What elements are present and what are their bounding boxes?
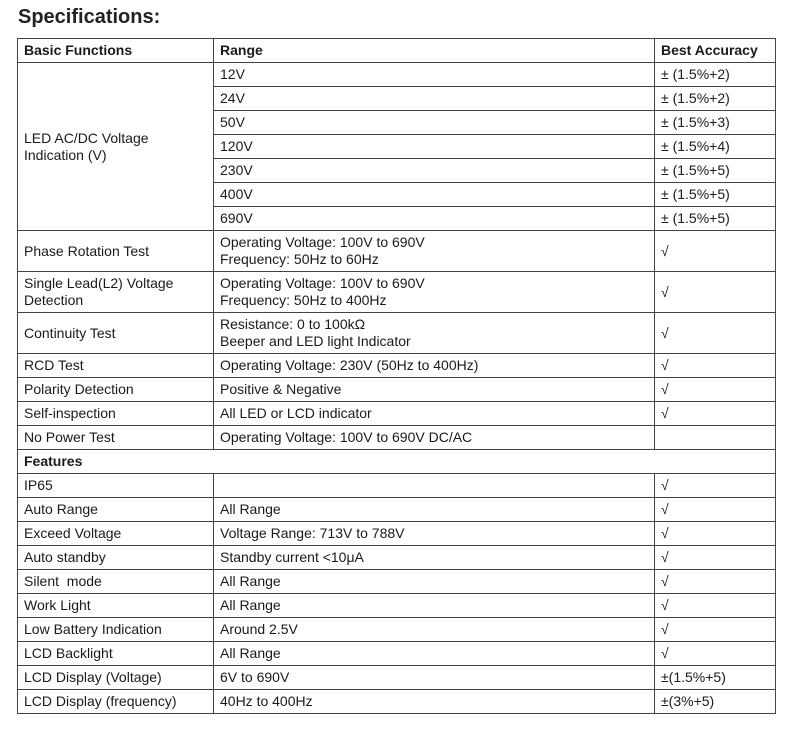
range-cell: 24V	[214, 87, 655, 111]
function-cell: No Power Test	[18, 426, 214, 450]
accuracy-cell: √	[655, 231, 776, 272]
accuracy-cell: √	[655, 313, 776, 354]
feature-name-cell: LCD Backlight	[18, 642, 214, 666]
range-cell: All Range	[214, 642, 655, 666]
accuracy-cell: √	[655, 546, 776, 570]
accuracy-cell: ±(3%+5)	[655, 690, 776, 714]
range-cell: All Range	[214, 570, 655, 594]
function-cell: RCD Test	[18, 354, 214, 378]
features-section-row	[18, 450, 776, 474]
table-row	[18, 426, 776, 450]
header-basic-functions: Basic Functions	[18, 39, 214, 63]
accuracy-cell: √	[655, 498, 776, 522]
function-cell: Polarity Detection	[18, 378, 214, 402]
header-best-accuracy: Best Accuracy	[655, 39, 776, 63]
function-cell	[18, 313, 214, 354]
range-cell: All LED or LCD indicator	[214, 402, 655, 426]
range-line1: Resistance: 0 to 100kΩ	[220, 316, 366, 332]
range-cell: 50V	[214, 111, 655, 135]
function-cell	[18, 231, 214, 272]
accuracy-cell: ± (1.5%+5)	[655, 159, 776, 183]
table-row	[18, 313, 776, 354]
range-cell	[214, 474, 655, 498]
range-cell: 120V	[214, 135, 655, 159]
accuracy-cell: √	[655, 618, 776, 642]
features-heading: Features	[18, 450, 776, 474]
accuracy-cell: √	[655, 272, 776, 313]
range-cell: Operating Voltage: 100V to 690V DC/AC	[214, 426, 655, 450]
table-row	[18, 63, 776, 87]
accuracy-cell: ± (1.5%+5)	[655, 183, 776, 207]
accuracy-cell: ± (1.5%+2)	[655, 63, 776, 87]
table-row	[18, 474, 776, 498]
range-cell: 230V	[214, 159, 655, 183]
table-header-row	[18, 39, 776, 63]
table-row	[18, 570, 776, 594]
function-cell: Self-inspection	[18, 402, 214, 426]
table-row	[18, 666, 776, 690]
table-row	[18, 231, 776, 272]
led-voltage-label-line1: LED AC/DC Voltage	[24, 129, 149, 146]
range-cell: Standby current <10μA	[214, 546, 655, 570]
range-line2: Beeper and LED light Indicator	[220, 333, 411, 349]
feature-name-cell: Auto Range	[18, 498, 214, 522]
function-label: Continuity Test	[24, 324, 116, 341]
table-row	[18, 690, 776, 714]
function-cell	[18, 272, 214, 313]
range-cell: All Range	[214, 594, 655, 618]
range-line1: Operating Voltage: 100V to 690V	[220, 275, 425, 291]
function-label: Single Lead(L2) Voltage	[24, 275, 174, 291]
function-label: Phase Rotation Test	[24, 242, 150, 259]
range-cell: 12V	[214, 63, 655, 87]
function-label-line2: Detection	[24, 292, 84, 308]
feature-name-cell: Silent mode	[18, 570, 214, 594]
led-voltage-label-cell	[18, 63, 214, 231]
led-voltage-label-line2: Indication (V)	[24, 146, 107, 163]
header-range: Range	[214, 39, 655, 63]
range-cell: Around 2.5V	[214, 618, 655, 642]
accuracy-cell: √	[655, 594, 776, 618]
feature-name-cell: Auto standby	[18, 546, 214, 570]
accuracy-cell: √	[655, 402, 776, 426]
table-row	[18, 354, 776, 378]
accuracy-cell: ± (1.5%+3)	[655, 111, 776, 135]
range-cell: Positive & Negative	[214, 378, 655, 402]
feature-name-cell: Low Battery Indication	[18, 618, 214, 642]
feature-name-cell: LCD Display (Voltage)	[18, 666, 214, 690]
table-row	[18, 498, 776, 522]
range-line2: Frequency: 50Hz to 400Hz	[220, 292, 387, 308]
accuracy-cell: ± (1.5%+2)	[655, 87, 776, 111]
feature-name-cell: Exceed Voltage	[18, 522, 214, 546]
range-cell: Voltage Range: 713V to 788V	[214, 522, 655, 546]
table-row	[18, 272, 776, 313]
range-line2: Frequency: 50Hz to 60Hz	[220, 251, 379, 267]
range-cell	[214, 272, 655, 313]
range-cell: All Range	[214, 498, 655, 522]
table-row	[18, 402, 776, 426]
range-cell	[214, 313, 655, 354]
accuracy-cell	[655, 426, 776, 450]
specifications-table	[17, 38, 776, 714]
table-row	[18, 546, 776, 570]
range-cell: 690V	[214, 207, 655, 231]
table-row	[18, 618, 776, 642]
feature-name-cell: IP65	[18, 474, 214, 498]
accuracy-cell: √	[655, 378, 776, 402]
accuracy-cell: ±(1.5%+5)	[655, 666, 776, 690]
range-cell: 40Hz to 400Hz	[214, 690, 655, 714]
table-row	[18, 522, 776, 546]
range-cell: Operating Voltage: 230V (50Hz to 400Hz)	[214, 354, 655, 378]
range-line1: Operating Voltage: 100V to 690V	[220, 234, 425, 250]
accuracy-cell: √	[655, 642, 776, 666]
page-title: Specifications:	[18, 6, 161, 28]
accuracy-cell: ± (1.5%+5)	[655, 207, 776, 231]
table-row	[18, 378, 776, 402]
accuracy-cell: ± (1.5%+4)	[655, 135, 776, 159]
feature-name-cell: Work Light	[18, 594, 214, 618]
table-row	[18, 642, 776, 666]
range-cell: 400V	[214, 183, 655, 207]
accuracy-cell: √	[655, 522, 776, 546]
feature-name-cell: LCD Display (frequency)	[18, 690, 214, 714]
accuracy-cell: √	[655, 474, 776, 498]
accuracy-cell: √	[655, 354, 776, 378]
range-cell: 6V to 690V	[214, 666, 655, 690]
range-cell	[214, 231, 655, 272]
table-row	[18, 594, 776, 618]
accuracy-cell: √	[655, 570, 776, 594]
